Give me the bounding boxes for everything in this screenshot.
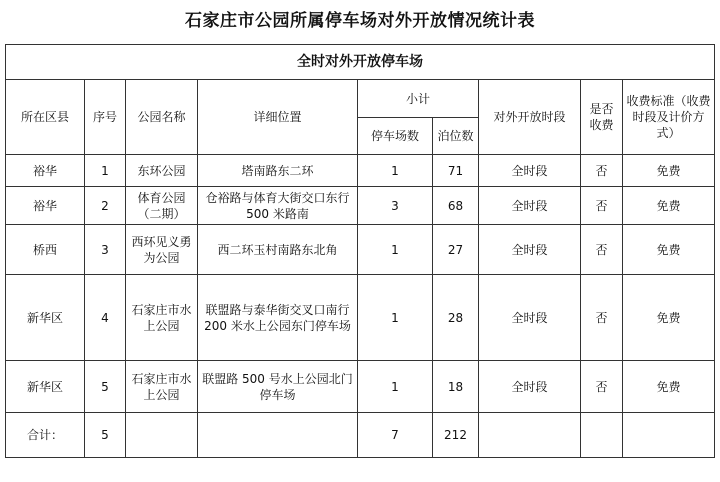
empty-cell <box>623 413 715 458</box>
table-row <box>6 187 715 225</box>
table-row <box>6 155 715 187</box>
lots-cell: 3 <box>358 187 433 225</box>
district-cell: 裕华 <box>6 155 85 187</box>
no-cell: 5 <box>85 361 126 413</box>
total-row <box>6 413 715 458</box>
empty-cell <box>126 413 198 458</box>
empty-cell <box>479 413 581 458</box>
page-title: 石家庄市公园所属停车场对外开放情况统计表 <box>185 11 535 31</box>
park-cell: 体育公园（二期） <box>126 187 198 225</box>
no-cell: 4 <box>85 275 126 361</box>
total-no: 5 <box>85 413 126 458</box>
header-district: 所在区县 <box>6 80 85 155</box>
header-hours: 对外开放时段 <box>479 80 581 155</box>
header-no: 序号 <box>85 80 126 155</box>
park-cell: 西环见义勇为公园 <box>126 225 198 275</box>
standard-cell: 免费 <box>623 361 715 413</box>
district-cell: 裕华 <box>6 187 85 225</box>
header-park: 公园名称 <box>126 80 198 155</box>
empty-cell <box>198 413 358 458</box>
table-row <box>6 225 715 275</box>
location-cell: 塔南路东二环 <box>198 155 358 187</box>
spaces-cell: 71 <box>433 155 479 187</box>
total-label: 合计： <box>6 413 85 458</box>
lots-cell: 1 <box>358 275 433 361</box>
location-cell: 联盟路 500 号水上公园北门停车场 <box>198 361 358 413</box>
district-cell: 新华区 <box>6 361 85 413</box>
standard-cell: 免费 <box>623 155 715 187</box>
header-standard: 收费标准（收费时段及计价方式） <box>623 80 715 155</box>
location-cell: 西二环玉村南路东北角 <box>198 225 358 275</box>
charge-cell: 否 <box>581 187 623 225</box>
total-spaces: 212 <box>433 413 479 458</box>
hours-cell: 全时段 <box>479 225 581 275</box>
header-lots: 停车场数 <box>358 118 433 155</box>
charge-cell: 否 <box>581 361 623 413</box>
lots-cell: 1 <box>358 225 433 275</box>
no-cell: 3 <box>85 225 126 275</box>
no-cell: 1 <box>85 155 126 187</box>
header-location: 详细位置 <box>198 80 358 155</box>
table-row <box>6 361 715 413</box>
lots-cell: 1 <box>358 361 433 413</box>
district-cell: 新华区 <box>6 275 85 361</box>
location-cell: 仓裕路与体育大街交口东行 500 米路南 <box>198 187 358 225</box>
hours-cell: 全时段 <box>479 187 581 225</box>
location-cell: 联盟路与泰华街交叉口南行 200 米水上公园东门停车场 <box>198 275 358 361</box>
park-cell: 石家庄市水上公园 <box>126 275 198 361</box>
hours-cell: 全时段 <box>479 155 581 187</box>
spaces-cell: 27 <box>433 225 479 275</box>
empty-cell <box>581 413 623 458</box>
section-title: 全时对外开放停车场 <box>6 45 715 80</box>
header-charge: 是否收费 <box>581 80 623 155</box>
spaces-cell: 68 <box>433 187 479 225</box>
total-lots: 7 <box>358 413 433 458</box>
hours-cell: 全时段 <box>479 361 581 413</box>
spaces-cell: 28 <box>433 275 479 361</box>
header-spaces: 泊位数 <box>433 118 479 155</box>
table-row <box>6 275 715 361</box>
spaces-cell: 18 <box>433 361 479 413</box>
standard-cell: 免费 <box>623 187 715 225</box>
parking-table <box>5 44 715 458</box>
charge-cell: 否 <box>581 275 623 361</box>
lots-cell: 1 <box>358 155 433 187</box>
charge-cell: 否 <box>581 155 623 187</box>
standard-cell: 免费 <box>623 225 715 275</box>
header-subtotal: 小计 <box>358 80 479 118</box>
hours-cell: 全时段 <box>479 275 581 361</box>
standard-cell: 免费 <box>623 275 715 361</box>
district-cell: 桥西 <box>6 225 85 275</box>
park-cell: 石家庄市水上公园 <box>126 361 198 413</box>
no-cell: 2 <box>85 187 126 225</box>
charge-cell: 否 <box>581 225 623 275</box>
park-cell: 东环公园 <box>126 155 198 187</box>
